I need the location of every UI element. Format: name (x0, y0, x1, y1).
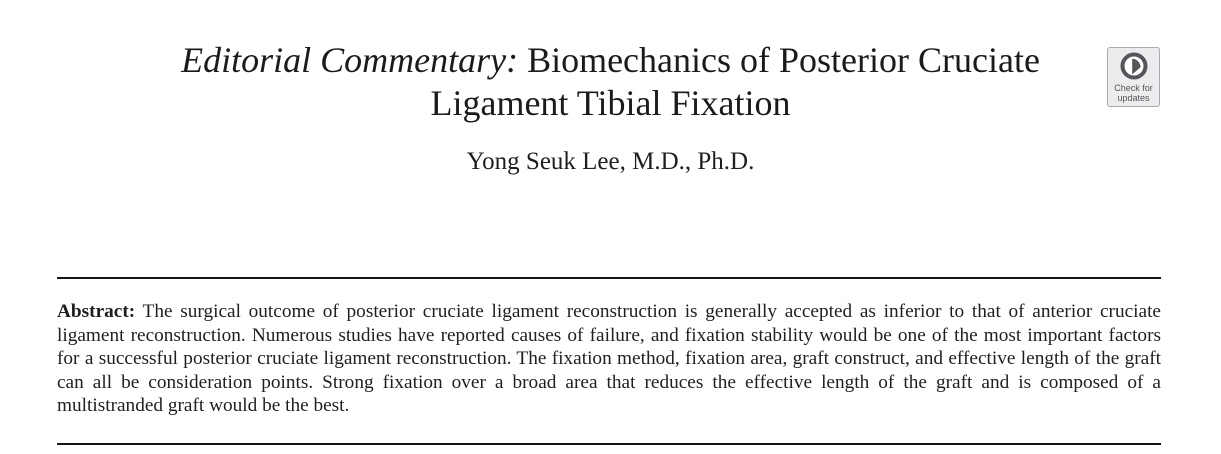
check-for-updates-button[interactable] (1107, 47, 1160, 107)
article-author: Yong Seuk Lee, M.D., Ph.D. (466, 148, 755, 175)
crossmark-circle-icon (1119, 52, 1149, 82)
abstract-label: Abstract: (57, 301, 136, 322)
article-title-italic: Editorial Commentary: (181, 40, 519, 80)
check-for-updates-label (1114, 83, 1153, 103)
check-for-updates-label-line2: updates (1117, 93, 1150, 103)
divider-below-abstract (57, 443, 1161, 445)
check-for-updates-label-line1: Check for (1114, 83, 1153, 93)
abstract-text: The surgical outcome of posterior cruciate ligament reconstruction is generally accepted as inferior to that of anterior cruciate ligament reconstruction. Numerous studies have reported causes of failure, and fixation stability would be one of the most important factors for a successful posterior cruciate ligament reconstruction. The fixation method, fixation area, graft construct, and effective length of the graft can all be consideration points. Strong fixation over a broad area that reduces the effective length of the graft and is composed of a multistranded graft would be the best. (57, 301, 1161, 417)
article-title (161, 39, 1061, 125)
divider-above-abstract (57, 277, 1161, 279)
article-title-regular: Biomechanics of Posterior Cruciate Ligament Tibial Fixation (430, 40, 1040, 123)
abstract-paragraph (57, 300, 1161, 418)
